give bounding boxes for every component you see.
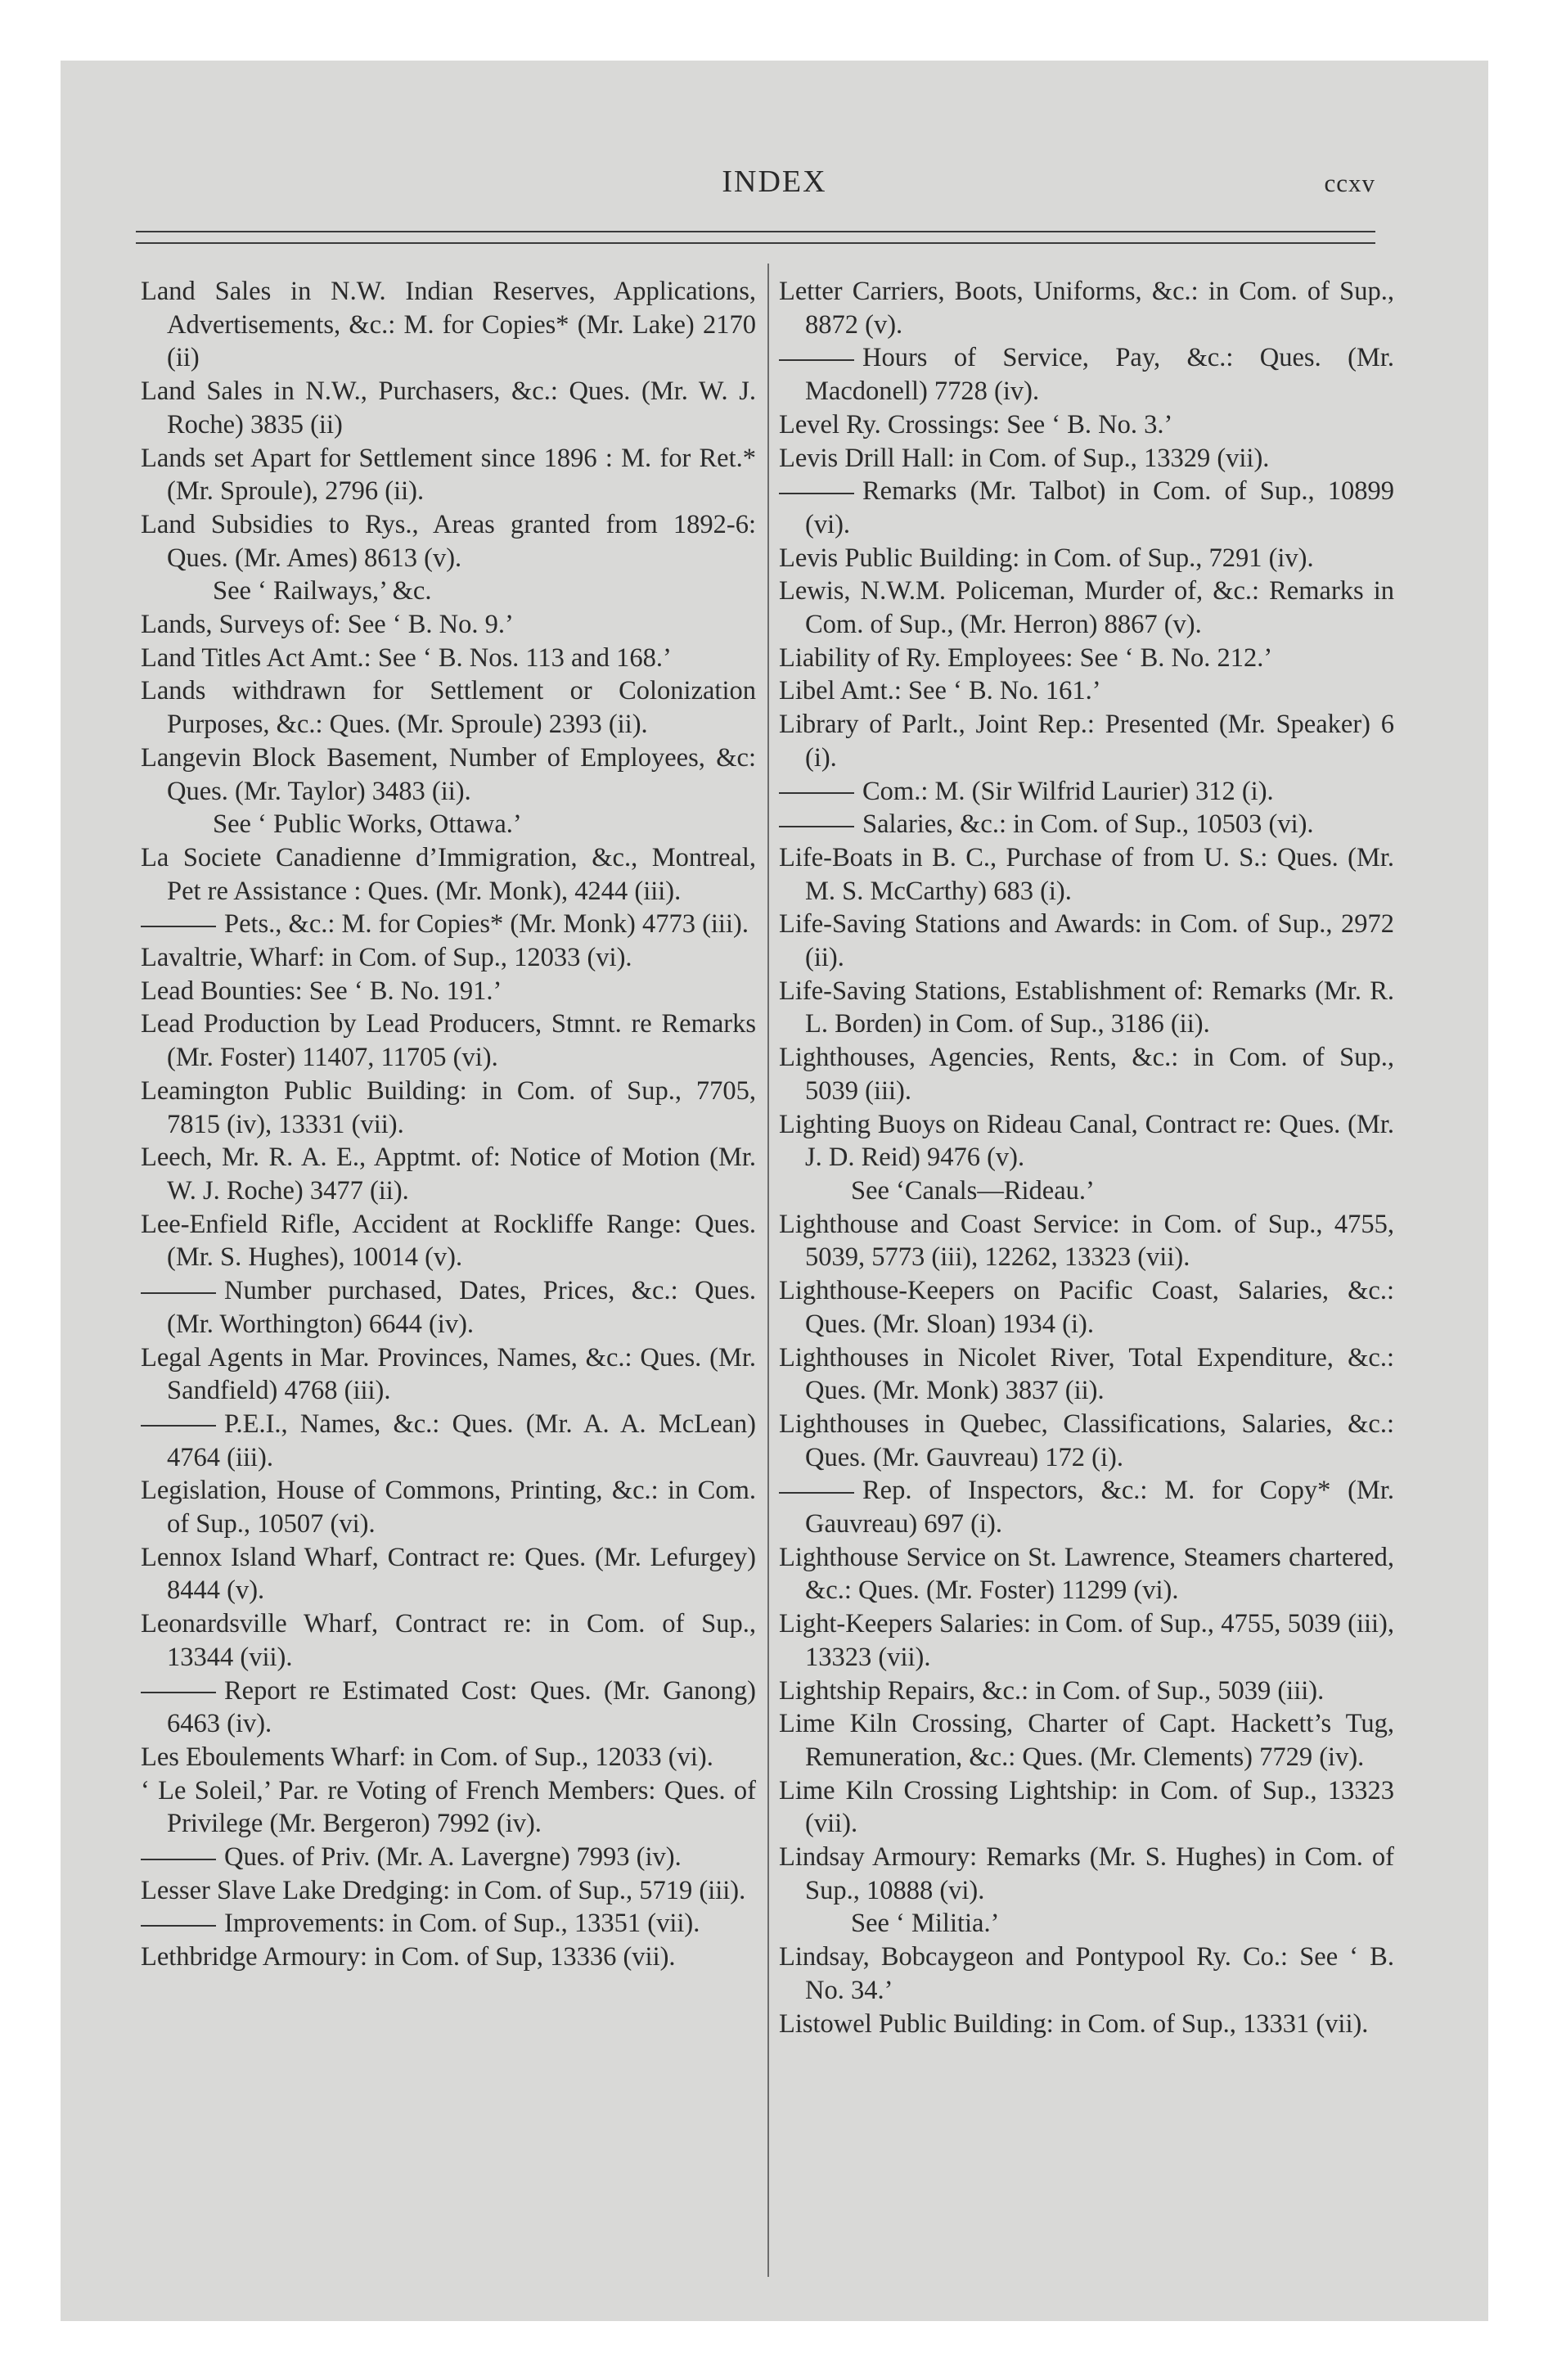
- index-entry: Lands withdrawn for Settlement or Colonization Purposes, &c.: Ques. (Mr. Sproule) 2393 (ii).: [141, 676, 756, 740]
- index-see-reference: See ‘ Public Works, Ottawa.’: [213, 809, 522, 840]
- index-entry: Lightship Repairs, &c.: in Com. of Sup., 5039 (iii).: [779, 1675, 1325, 1706]
- index-column-right: [779, 275, 1394, 2040]
- index-entry: Lesser Slave Lake Dredging: in Com. of Sup., 5719 (iii).: [141, 1875, 746, 1905]
- index-entry: Leech, Mr. R. A. E., Apptmt. of: Notice of Motion (Mr. W. J. Roche) 3477 (ii).: [141, 1143, 756, 1206]
- index-subentry: Rep. of Inspectors, &c.: M. for Copy* (Mr. Gauvreau) 697 (i).: [779, 1474, 1394, 1540]
- index-entry: Lee-Enfield Rifle, Accident at Rockliffe Range: Ques. (Mr. S. Hughes), 10014 (v).: [141, 1209, 756, 1273]
- index-subentry: Number purchased, Dates, Prices, &c.: Ques. (Mr. Worthington) 6644 (iv).: [141, 1274, 756, 1341]
- index-subentry: Pets., &c.: M. for Copies* (Mr. Monk) 4773 (iii).: [141, 908, 756, 941]
- page-number: ccxv: [1324, 169, 1375, 197]
- index-entry: Levis Drill Hall: in Com. of Sup., 13329 (vii).: [779, 443, 1270, 473]
- index-entry: Libel Amt.: See ‘ B. No. 161.’: [779, 676, 1101, 706]
- index-entry: Life-Saving Stations, Establishment of: Remarks (Mr. R. L. Borden) in Com. of Sup., 3186 (ii).: [779, 976, 1394, 1039]
- index-subentry: Improvements: in Com. of Sup., 13351 (vii).: [141, 1907, 756, 1941]
- column-divider: [767, 264, 769, 2277]
- index-entry: Lime Kiln Crossing Lightship: in Com. of Sup., 13323 (vii).: [779, 1775, 1394, 1839]
- index-entry: Level Ry. Crossings: See ‘ B. No. 3.’: [779, 409, 1173, 439]
- index-entry: La Societe Canadienne d’Immigration, &c., Montreal, Pet re Assistance : Ques. (Mr. Monk), 4244 (iii).: [141, 842, 756, 906]
- index-entry: Lighthouse and Coast Service: in Com. of Sup., 4755, 5039, 5773 (iii), 12262, 13323 (vii).: [779, 1209, 1394, 1273]
- index-entry: Lewis, N.W.M. Policeman, Murder of, &c.: Remarks in Com. of Sup., (Mr. Herron) 8867 (v).: [779, 576, 1394, 640]
- index-entry: Light-Keepers Salaries: in Com. of Sup., 4755, 5039 (iii), 13323 (vii).: [779, 1609, 1394, 1672]
- index-entry: Life-Boats in B. C., Purchase of from U. S.: Ques. (Mr. M. S. McCarthy) 683 (i).: [779, 842, 1394, 906]
- index-see-reference: See ‘Canals—Rideau.’: [851, 1175, 1095, 1206]
- index-entry: Liability of Ry. Employees: See ‘ B. No. 212.’: [779, 642, 1273, 673]
- index-subentry: Report re Estimated Cost: Ques. (Mr. Ganong) 6463 (iv).: [141, 1675, 756, 1741]
- index-entry: Lindsay Armoury: Remarks (Mr. S. Hughes) in Com. of Sup., 10888 (vi).: [779, 1842, 1394, 1905]
- index-entry: Lighting Buoys on Rideau Canal, Contract re: Ques. (Mr. J. D. Reid) 9476 (v).: [779, 1109, 1394, 1173]
- index-subentry: Ques. of Priv. (Mr. A. Lavergne) 7993 (iv).: [141, 1841, 756, 1874]
- index-entry: Lighthouses in Quebec, Classifications, Salaries, &c.: Ques. (Mr. Gauvreau) 172 (i).: [779, 1409, 1394, 1472]
- index-entry: Lennox Island Wharf, Contract re: Ques. (Mr. Lefurgey) 8444 (v).: [141, 1542, 756, 1606]
- index-column-left: [141, 275, 756, 1974]
- index-entry: Library of Parlt., Joint Rep.: Presented (Mr. Speaker) 6 (i).: [779, 710, 1394, 773]
- index-entry: Lands, Surveys of: See ‘ B. No. 9.’: [141, 610, 514, 640]
- index-entry: Leamington Public Building: in Com. of Sup., 7705, 7815 (iv), 13331 (vii).: [141, 1075, 756, 1139]
- index-entry: Levis Public Building: in Com. of Sup., 7291 (iv).: [779, 543, 1314, 573]
- index-page: [61, 61, 1488, 2321]
- header-rule: [136, 231, 1375, 244]
- index-see-reference: See ‘ Railways,’ &c.: [213, 576, 432, 606]
- index-entry: Lindsay, Bobcaygeon and Pontypool Ry. Co.: See ‘ B. No. 34.’: [779, 1942, 1394, 2005]
- index-entry: Life-Saving Stations and Awards: in Com. of Sup., 2972 (ii).: [779, 909, 1394, 973]
- index-entry: Les Eboulements Wharf: in Com. of Sup., 12033 (vi).: [141, 1742, 713, 1772]
- index-subentry: Salaries, &c.: in Com. of Sup., 10503 (vi).: [779, 808, 1394, 841]
- index-entry: Land Titles Act Amt.: See ‘ B. Nos. 113 and 168.’: [141, 642, 672, 673]
- index-entry: ‘ Le Soleil,’ Par. re Voting of French Members: Ques. of Privilege (Mr. Bergeron) 7992 (iv).: [141, 1775, 756, 1839]
- index-subentry: Com.: M. (Sir Wilfrid Laurier) 312 (i).: [779, 775, 1394, 809]
- index-entry: Legal Agents in Mar. Provinces, Names, &c.: Ques. (Mr. Sandfield) 4768 (iii).: [141, 1342, 756, 1406]
- index-entry: Lead Bounties: See ‘ B. No. 191.’: [141, 976, 502, 1006]
- page-header: [61, 157, 1488, 206]
- index-subentry: Hours of Service, Pay, &c.: Ques. (Mr. Macdonell) 7728 (iv).: [779, 341, 1394, 408]
- index-entry: Lighthouses in Nicolet River, Total Expenditure, &c.: Ques. (Mr. Monk) 3837 (ii).: [779, 1342, 1394, 1406]
- page-title: INDEX: [722, 165, 827, 199]
- index-entry: Leonardsville Wharf, Contract re: in Com. of Sup., 13344 (vii).: [141, 1609, 756, 1672]
- index-entry: Land Sales in N.W. Indian Reserves, Applications, Advertisements, &c.: M. for Copies* (Mr. Lake) 2170 (ii): [141, 277, 756, 373]
- index-entry: Lead Production by Lead Producers, Stmnt. re Remarks (Mr. Foster) 11407, 11705 (vi).: [141, 1009, 756, 1073]
- index-entry: Lavaltrie, Wharf: in Com. of Sup., 12033 (vi).: [141, 943, 632, 973]
- index-entry: Letter Carriers, Boots, Uniforms, &c.: in Com. of Sup., 8872 (v).: [779, 277, 1394, 340]
- index-entry: Lime Kiln Crossing, Charter of Capt. Hackett’s Tug, Remuneration, &c.: Ques. (Mr. Clements) 7729 (iv).: [779, 1709, 1394, 1772]
- index-entry: Listowel Public Building: in Com. of Sup., 13331 (vii).: [779, 2008, 1369, 2039]
- index-subentry: Remarks (Mr. Talbot) in Com. of Sup., 10899 (vi).: [779, 475, 1394, 541]
- index-entry: Lands set Apart for Settlement since 1896 : M. for Ret.* (Mr. Sproule), 2796 (ii).: [141, 443, 756, 507]
- index-entry: Legislation, House of Commons, Printing, &c.: in Com. of Sup., 10507 (vi).: [141, 1476, 756, 1539]
- index-entry: Lighthouse-Keepers on Pacific Coast, Salaries, &c.: Ques. (Mr. Sloan) 1934 (i).: [779, 1276, 1394, 1339]
- index-entry: Lighthouse Service on St. Lawrence, Steamers chartered, &c.: Ques. (Mr. Foster) 11299 (vi).: [779, 1542, 1394, 1606]
- index-see-reference: See ‘ Militia.’: [851, 1909, 1000, 1939]
- index-entry: Land Sales in N.W., Purchasers, &c.: Ques. (Mr. W. J. Roche) 3835 (ii): [141, 376, 756, 439]
- index-entry: Langevin Block Basement, Number of Employees, &c: Ques. (Mr. Taylor) 3483 (ii).: [141, 742, 756, 806]
- index-subentry: P.E.I., Names, &c.: Ques. (Mr. A. A. McLean) 4764 (iii).: [141, 1408, 756, 1474]
- index-entry: Lighthouses, Agencies, Rents, &c.: in Com. of Sup., 5039 (iii).: [779, 1043, 1394, 1106]
- index-entry: Land Subsidies to Rys., Areas granted from 1892-6: Ques. (Mr. Ames) 8613 (v).: [141, 509, 756, 573]
- index-entry: Lethbridge Armoury: in Com. of Sup, 13336 (vii).: [141, 1942, 676, 1972]
